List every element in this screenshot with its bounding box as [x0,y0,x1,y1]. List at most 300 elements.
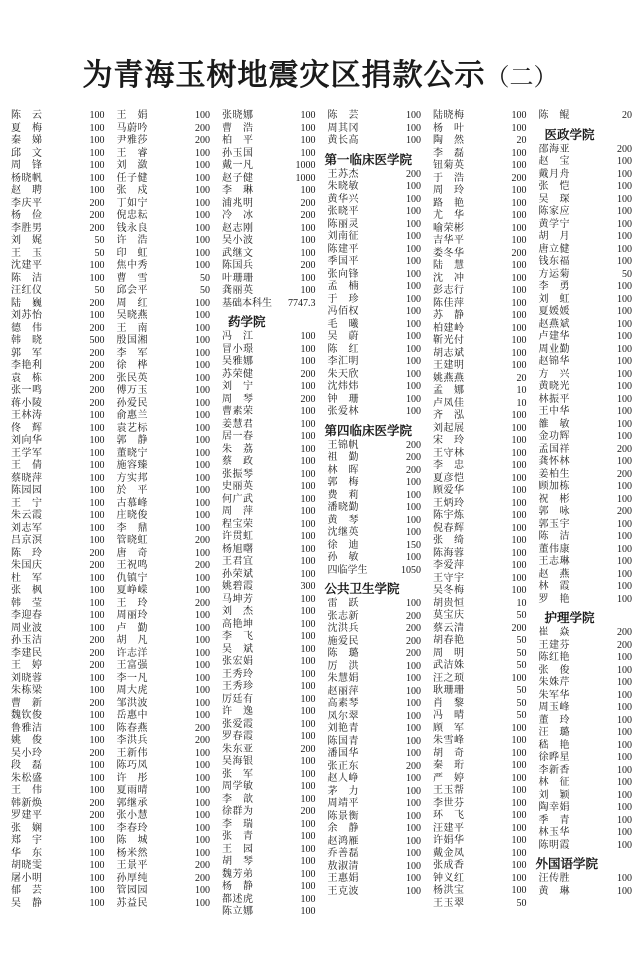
donor-name: 赵宝 [538,156,570,167]
donor-row [536,456,633,469]
donor-row [325,748,422,761]
donor-name: 於平 [116,485,148,496]
donor-row [8,110,105,123]
donor-amount: 100 [511,185,527,196]
donor-name: 张向锋 [327,268,359,280]
donor-amount: 200 [89,322,105,334]
donor-amount: 100 [195,160,210,171]
donor-name: 胡凡 [116,635,148,646]
donor-row [219,135,316,148]
donor-row [8,698,105,711]
donor-name: 魏芳弟 [222,868,253,880]
donor-amount: 100 [406,798,421,809]
donor-amount: 100 [89,835,105,846]
donor-name: 沈冲 [433,272,464,284]
donor-name: 王锦帆 [327,439,359,451]
donor-name: 沈炜炜 [327,381,359,392]
donor-name: 杜军 [11,572,42,584]
donor-amount: 100 [300,247,316,259]
donor-row [430,848,527,861]
donor-name: 古慕峰 [116,497,148,509]
donor-name: 施爱民 [327,635,359,647]
donor-row [219,298,316,311]
donor-name: 胡奇 [433,747,464,759]
donor-amount: 100 [406,860,421,872]
donor-amount: 100 [617,752,632,763]
donor-row [219,744,316,757]
donor-row [325,169,422,182]
donor-row [8,785,105,798]
donor-name: 曹新 [11,697,42,709]
donor-row [430,735,527,748]
donor-row [8,660,105,673]
donor-row [219,406,316,419]
donor-amount: 200 [89,197,105,209]
donor-name: 赵锦华 [538,356,570,367]
donor-amount: 100 [406,735,421,747]
donor-row [430,860,527,873]
donor-row [8,760,105,773]
donor-amount: 100 [406,331,421,342]
donor-row [8,798,105,811]
donor-name: 李洪兵 [116,735,148,746]
donor-amount: 100 [617,256,632,267]
donor-name: 吴冬梅 [433,585,464,596]
donor-name: 龚怀林 [538,456,570,467]
donor-row [536,469,633,482]
donor-name: 倪忠耘 [116,210,148,221]
donor-row [219,123,316,136]
donor-amount: 100 [195,885,210,896]
donor-row [325,711,422,724]
donor-row [114,360,211,373]
donor-amount: 100 [195,822,210,834]
page-title [0,50,640,94]
donor-row [219,444,316,457]
donor-amount: 100 [300,593,316,605]
donor-name: 刘起展 [433,422,464,434]
donor-row [8,710,105,723]
donor-row [325,319,422,332]
donor-row [8,835,105,848]
donor-name: 陆巍 [11,297,42,309]
donor-row [536,331,633,344]
donor-row [8,748,105,761]
donor-amount: 100 [195,360,210,371]
donor-name: 钱永良 [116,222,148,234]
donor-name: 顾军 [433,722,464,734]
donor-amount: 100 [89,135,105,146]
page-title-main: 为青海玉树地震灾区捐款公示 [82,59,486,92]
donor-amount: 100 [195,297,210,309]
donor-row [219,381,316,394]
donor-row [114,735,211,748]
donor-amount: 20 [516,135,527,146]
donor-row [8,610,105,623]
donor-row [536,790,633,803]
donor-name: 夏彦恺 [433,472,464,484]
donor-amount: 100 [195,247,210,259]
donor-amount: 100 [195,260,210,271]
donor-name: 张绮 [433,535,464,546]
donor-name: 陈红 [327,343,359,355]
donor-name: 刘娓 [11,235,42,246]
donor-name: 夏媛媛 [538,306,570,317]
donor-name: 王惠娟 [327,873,359,884]
donor-row [8,298,105,311]
donor-amount: 100 [300,406,316,417]
donor-amount: 100 [511,785,527,796]
donor-name: 何广武 [222,493,253,505]
donor-name: 赵鸿雁 [327,835,359,847]
donor-row [536,281,633,294]
donor-row [430,823,527,836]
donor-amount: 100 [406,514,421,526]
donor-name: 娄冬华 [433,247,464,259]
donor-name: 杨静 [222,881,253,892]
donor-row [114,110,211,123]
donation-columns [8,110,632,919]
donor-name: 董晓宁 [116,447,148,459]
donor-name: 魏钦俊 [11,710,42,721]
donor-amount: 100 [617,168,632,180]
donor-row [536,594,633,607]
donor-row [219,831,316,844]
donor-row [325,836,422,849]
donor-amount: 50 [94,285,105,296]
donor-amount: 100 [617,664,632,676]
donor-name: 钟义红 [433,872,464,884]
donor-amount: 1000 [295,172,316,184]
donor-amount: 100 [89,672,105,684]
donor-row [325,565,422,578]
section-header: 第四临床医学院 [324,423,413,438]
donor-row [325,369,422,382]
donor-amount: 100 [406,748,421,759]
donor-row [325,686,422,699]
donor-row [8,473,105,486]
donor-row [114,148,211,161]
donor-name: 孙敏 [327,552,359,563]
donor-name: 王景平 [116,860,148,871]
donor-row [219,631,316,644]
donor-row [219,781,316,794]
donor-amount: 200 [406,648,421,659]
donor-name: 张娴 [11,822,42,834]
donor-name: 李忠 [433,460,464,471]
donor-amount: 100 [300,618,316,630]
donor-amount: 100 [300,793,316,805]
donor-amount: 100 [89,785,105,796]
donor-name: 冷冰 [222,210,253,221]
donor-row [8,823,105,836]
donor-row [8,398,105,411]
donor-row [8,810,105,823]
donor-amount: 100 [617,827,632,838]
donor-amount: 100 [195,660,210,671]
donor-name: 王守宇 [433,572,464,584]
donor-row [325,823,422,836]
donor-name: 吕京溟 [11,535,42,546]
donor-amount: 200 [195,122,210,134]
donor-name: 四临学生 [327,564,368,576]
donor-row [114,373,211,386]
donor-name: 环飞 [433,810,464,821]
donor-name: 钱东福 [538,256,570,267]
donor-name: 李飞 [222,631,253,642]
donor-amount: 200 [195,735,210,746]
donor-amount: 100 [195,422,210,434]
donor-name: 罗春霞 [222,731,253,742]
donor-row [536,406,633,419]
donor-row [430,273,527,286]
donor-name: 李瑞 [222,818,253,830]
donor-amount: 100 [617,331,632,342]
donor-name: 吉华平 [433,235,464,246]
donor-name: 杨米然 [116,847,148,859]
donor-row [8,635,105,648]
donor-row [536,506,633,519]
donor-amount: 20 [516,372,527,384]
donor-amount: 100 [195,572,210,584]
donor-amount: 100 [89,735,105,746]
donor-row [114,498,211,511]
donor-row [219,235,316,248]
donor-row [219,844,316,857]
donor-row [114,198,211,211]
donor-name: 王倩 [11,460,42,471]
donor-amount: 100 [406,885,421,897]
donor-name: 汪建平 [433,822,464,834]
donor-row [325,611,422,624]
donor-amount: 100 [89,410,105,421]
donor-name: 朱晓敏 [327,181,359,192]
donation-column-6 [536,110,633,898]
donor-name: 李歆 [222,793,253,805]
donor-name: 于珍 [327,293,359,305]
donor-amount: 100 [617,243,632,255]
donor-name: 戴月舟 [538,168,570,180]
donor-amount: 100 [300,185,316,196]
donor-row [114,798,211,811]
donor-amount: 100 [406,698,421,709]
donor-amount: 200 [195,535,210,546]
donor-amount: 100 [195,222,210,234]
donor-name: 乔善磊 [327,848,359,859]
donor-amount: 200 [406,452,421,463]
donor-name: 王秀玲 [222,668,253,680]
donor-amount: 100 [511,797,527,809]
donation-column-3 [219,110,316,919]
donor-row [114,698,211,711]
donor-row [219,456,316,469]
donor-row [536,356,633,369]
donor-row [536,294,633,307]
donor-row [325,661,422,674]
donor-amount: 100 [406,256,421,267]
donor-name: 赵志刚 [222,222,253,234]
donor-amount: 100 [511,510,527,521]
donor-name: 朱荔 [222,443,253,455]
donor-row [325,344,422,357]
donor-amount: 100 [406,356,421,367]
donor-row [8,160,105,173]
donor-name: 朱姝芹 [538,677,570,688]
donor-row [114,635,211,648]
donor-amount: 100 [617,406,632,417]
donor-amount: 100 [195,672,210,684]
donor-name: 李磊 [433,147,464,159]
donor-name: 陈璐 [327,648,359,659]
donor-row [219,494,316,507]
donor-row [219,594,316,607]
donor-amount: 100 [617,393,632,405]
donor-name: 夏雨晴 [116,785,148,796]
donor-amount: 100 [89,722,105,734]
donor-name: 吴雅娜 [222,356,253,367]
donor-name: 王克波 [327,885,359,897]
donor-row [325,123,422,136]
donor-name: 孟娜 [433,385,464,396]
donor-amount: 100 [406,723,421,734]
donor-name: 黄学宁 [538,218,570,230]
donor-row [114,885,211,898]
donor-name: 张青 [222,831,253,842]
donor-row [219,556,316,569]
donor-name: 沈洪兵 [327,623,359,634]
donor-amount: 100 [89,610,105,621]
donor-row [430,785,527,798]
donor-name: 邱文 [11,147,42,159]
donor-amount: 100 [617,593,632,605]
donor-amount: 100 [195,685,210,696]
donor-name: 陈巧凤 [116,760,148,771]
donor-row [536,206,633,219]
donor-row [8,235,105,248]
donor-amount: 100 [300,543,316,555]
donor-amount: 50 [516,635,527,646]
donor-name: 靳光付 [433,335,464,346]
donor-row [8,223,105,236]
donor-amount: 200 [89,560,105,571]
donor-name: 嵇艳 [538,739,570,751]
donor-name: 齐泓 [433,410,464,421]
donor-name: 刘向华 [11,435,42,446]
donor-name: 陈明霞 [538,839,570,851]
donor-name: 朱军华 [538,689,570,701]
donor-amount: 100 [300,818,316,830]
donor-row [114,835,211,848]
donor-name: 方运菊 [538,268,570,280]
donor-amount: 200 [511,247,527,259]
donor-row [8,123,105,136]
donor-row [219,794,316,807]
donor-amount: 200 [89,660,105,671]
donor-name: 陈城 [116,835,148,846]
donor-amount: 100 [511,147,527,159]
donor-amount: 100 [617,714,632,726]
donor-amount: 100 [300,568,316,580]
donor-amount: 100 [300,606,316,617]
donor-row [114,348,211,361]
donor-amount: 100 [300,222,316,234]
donor-amount: 100 [300,843,316,855]
donor-amount: 100 [511,335,527,346]
donor-name: 刘潋 [116,160,148,171]
donor-row [430,335,527,348]
donor-name: 李军 [116,347,148,359]
donor-row [430,248,527,261]
donor-name: 周玲 [433,185,464,196]
donor-row [430,748,527,761]
donor-row [8,173,105,186]
donor-amount: 100 [511,535,527,546]
donor-amount: 100 [195,147,210,159]
donor-amount: 100 [195,322,210,334]
donor-row [536,640,633,653]
donor-row [114,335,211,348]
donor-amount: 200 [89,222,105,234]
donor-amount: 100 [617,556,632,567]
donor-row [325,452,422,465]
donor-row [114,460,211,473]
donor-name: 潘晓勤 [327,502,359,513]
donor-amount: 1050 [401,564,421,576]
donor-name: 卢凤佳 [433,397,464,409]
donor-row [114,185,211,198]
donor-name: 王志琳 [538,556,570,567]
donor-amount: 100 [406,368,421,380]
donor-amount: 200 [617,506,632,517]
donor-name: 董玲 [538,714,570,726]
donor-amount: 100 [511,360,527,371]
donor-name: 秦娣 [11,135,42,146]
donor-amount: 100 [300,468,316,480]
donor-amount: 100 [89,485,105,496]
donor-name: 冯佰权 [327,306,359,317]
donor-name: 周玉峰 [538,702,570,713]
donor-amount: 100 [617,568,632,580]
donor-name: 周其冈 [327,122,359,134]
donor-row [219,369,316,382]
donor-name: 苏荣健 [222,368,253,380]
donor-amount: 100 [89,597,105,609]
donor-row [536,219,633,232]
donor-amount: 100 [511,310,527,321]
donor-row [219,869,316,882]
donor-name: 余静 [327,823,359,834]
donor-amount: 100 [89,760,105,771]
donor-name: 张军 [222,768,253,780]
donor-amount: 100 [195,497,210,509]
donor-amount: 100 [195,435,210,446]
donor-row [430,610,527,623]
donor-name: 管晓虹 [116,535,148,546]
donor-row [430,648,527,661]
donor-row [114,760,211,773]
donor-row [536,544,633,557]
donor-row [536,144,633,157]
donor-row [536,194,633,207]
donor-row [219,148,316,161]
donor-name: 胡贵恒 [433,597,464,609]
donor-name: 厉廷有 [222,693,253,705]
donor-row [219,694,316,707]
donation-column-5 [430,110,527,910]
donor-amount: 200 [300,393,316,405]
donor-amount: 100 [89,272,105,284]
donor-name: 韩莹 [11,597,42,609]
